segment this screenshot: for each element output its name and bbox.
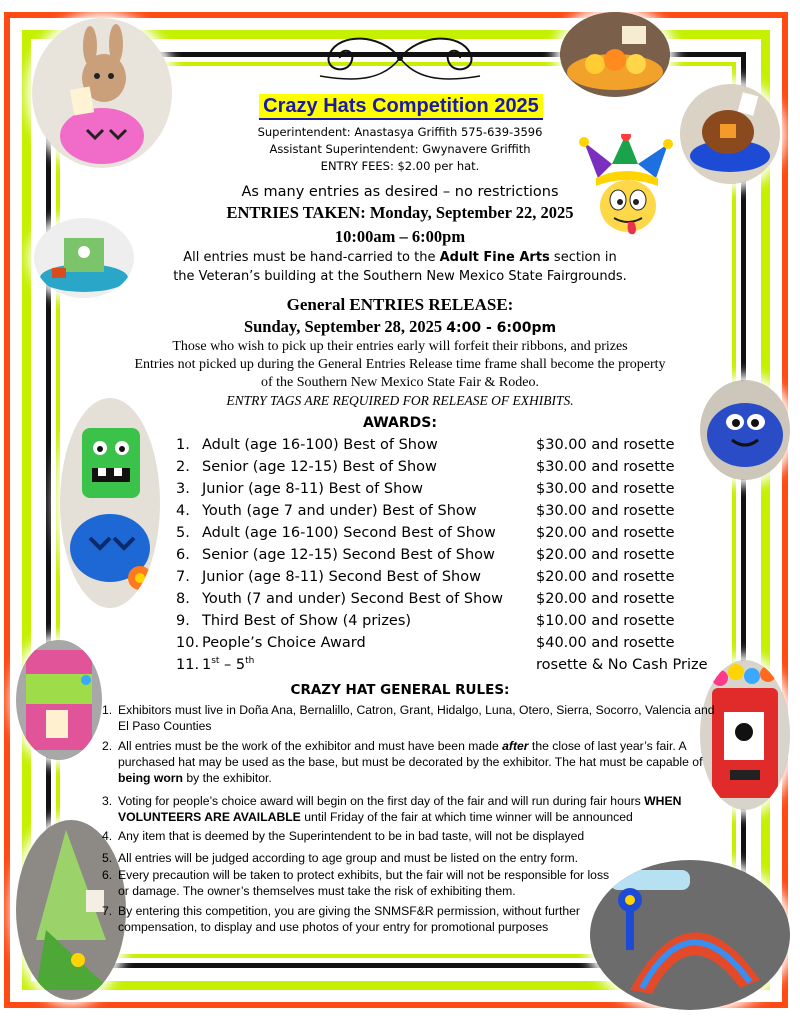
award-prize: $30.00 and rosette	[536, 481, 675, 497]
rule-text: Any item that is deemed by the Superintendent to be in bad taste, will not be displayed	[118, 829, 585, 843]
rule-item	[102, 850, 722, 866]
release-line-3: of the Southern New Mexico State Fair & Rodeo.	[260, 375, 539, 390]
hand-carried-line	[120, 248, 680, 268]
rule-num: 5.	[102, 851, 113, 865]
rule-text: Exhibitors must live in Doña Ana, Bernalillo, Catron, Grant, Hidalgo, Luna, Otero, Sierra, Socorro, Valencia and El Paso Counties	[118, 703, 715, 733]
location-line: the Veteran’s building at the Southern New Mexico State Fairgrounds.	[173, 269, 627, 284]
award-prize: $30.00 and rosette	[536, 459, 675, 475]
award-label: Youth (age 7 and under) Best of Show	[202, 503, 477, 519]
rule-num: 4.	[102, 829, 113, 843]
award-num: 10.	[176, 635, 200, 651]
release-line-2: Entries not picked up during the General Entries Release time frame shall become the property	[134, 357, 666, 372]
superintendent-line: Superintendent: Anastasya Griffith 575-639-3596	[257, 125, 543, 139]
award11-dash: – 5	[219, 657, 246, 673]
rule3-a: Voting for people’s choice award will begin on the first day of the fair and will run during fair hours	[118, 794, 645, 808]
title-block	[240, 94, 562, 120]
award-row	[176, 632, 716, 654]
award-label: Third Best of Show (4 prizes)	[202, 613, 412, 629]
entries-taken-line: ENTRIES TAKEN: Monday, September 22, 2025	[226, 203, 574, 222]
rule-text: By entering this competition, you are giving the SNMSF&R permission, without further compensation, to display and use photos of your entry for promotional purposes	[118, 904, 580, 934]
rule-text	[102, 793, 722, 825]
page-title: Crazy Hats Competition 2025	[259, 94, 543, 120]
rule2-a: All entries must be the work of the exhibitor and must have been made	[118, 739, 503, 753]
entries-many-line: As many entries as desired – no restrictions	[241, 184, 559, 200]
award-prize: $20.00 and rosette	[536, 569, 675, 585]
award-num: 2.	[176, 459, 190, 475]
rule-item	[102, 867, 622, 899]
rule-item	[102, 828, 722, 844]
award-num: 3.	[176, 481, 190, 497]
release-line-1: Those who wish to pick up their entries early will forfeit their ribbons, and prizes	[172, 339, 628, 354]
award-label	[202, 657, 254, 673]
rule2-c: the close of last year’s fair. A purchased hat may be used as the base, but must be decorated by the exhibitor. The hat must be capable of	[118, 739, 703, 769]
award11-a-sup: st	[211, 656, 220, 667]
rule-item	[102, 738, 722, 786]
award-num: 7.	[176, 569, 190, 585]
award-num: 1.	[176, 437, 190, 453]
award-num: 5.	[176, 525, 190, 541]
award-row	[176, 478, 716, 500]
awards-title: AWARDS:	[363, 415, 437, 431]
award11-b-sup: th	[245, 656, 255, 667]
rule3-c: until Friday of the fair at which time winner will be announced	[300, 810, 633, 824]
hand-carried-bold: Adult Fine Arts	[439, 250, 550, 265]
award-row	[176, 456, 716, 478]
award-row	[176, 654, 716, 676]
rule-text	[102, 738, 722, 786]
rule3-b: WHEN VOLUNTEERS ARE AVAILABLE	[118, 794, 682, 824]
award-num: 4.	[176, 503, 190, 519]
award-num: 11.	[176, 657, 200, 673]
rule-num: 2.	[102, 739, 113, 753]
award-prize: $20.00 and rosette	[536, 547, 675, 563]
rules-title: CRAZY HAT GENERAL RULES:	[290, 682, 510, 698]
release-date-line	[150, 316, 650, 339]
rule2-e: by the exhibitor.	[183, 771, 272, 785]
rule2-d: being worn	[118, 771, 183, 785]
release-date: Sunday, September 28, 2025	[243, 317, 447, 336]
award-prize: $30.00 and rosette	[536, 503, 675, 519]
rule-text: Every precaution will be taken to protect exhibits, but the fair will not be responsible for loss or damage. The owner’s themselves must take the risk of exhibiting them.	[118, 868, 610, 898]
award-prize: $40.00 and rosette	[536, 635, 675, 651]
rule-item	[102, 903, 602, 935]
hand-carried-suffix: section in	[549, 250, 617, 265]
award-row	[176, 588, 716, 610]
award-row	[176, 434, 716, 456]
release-heading: General ENTRIES RELEASE:	[286, 295, 514, 314]
award11-a: 1	[202, 657, 212, 673]
release-line-4: ENTRY TAGS ARE REQUIRED FOR RELEASE OF EXHIBITS.	[226, 393, 574, 408]
award-num: 6.	[176, 547, 190, 563]
entries-time-line: 10:00am – 6:00pm	[334, 227, 466, 246]
rule-num: 1.	[102, 703, 113, 717]
award-prize: $20.00 and rosette	[536, 525, 675, 541]
award-row	[176, 566, 716, 588]
award-prize: $20.00 and rosette	[536, 591, 675, 607]
award-row	[176, 544, 716, 566]
rule-item	[102, 702, 722, 734]
rule-num: 3.	[102, 794, 113, 808]
rule-num: 6.	[102, 868, 113, 882]
award-num: 9.	[176, 613, 190, 629]
award-prize: $30.00 and rosette	[536, 437, 675, 453]
release-time: 4:00 - 6:00pm	[446, 320, 557, 336]
award-label: People’s Choice Award	[202, 635, 366, 651]
award-row	[176, 522, 716, 544]
award-prize: rosette & No Cash Prize	[536, 657, 708, 673]
award-label: Senior (age 12-15) Best of Show	[202, 459, 437, 475]
rule2-b: after	[502, 739, 529, 753]
hand-carried-prefix: All entries must be hand-carried to the	[183, 250, 440, 265]
award-label: Junior (age 8-11) Best of Show	[202, 481, 424, 497]
award-label: Adult (age 16-100) Second Best of Show	[202, 525, 496, 541]
award-row	[176, 610, 716, 632]
assistant-line: Assistant Superintendent: Gwynavere Griffith	[269, 142, 531, 156]
rule-num: 7.	[102, 904, 113, 918]
award-label: Senior (age 12-15) Second Best of Show	[202, 547, 495, 563]
entry-fees-line: ENTRY FEES: $2.00 per hat.	[320, 159, 480, 173]
rule-item	[102, 793, 722, 825]
award-prize: $10.00 and rosette	[536, 613, 675, 629]
award-row	[176, 500, 716, 522]
award-label: Adult (age 16-100) Best of Show	[202, 437, 438, 453]
award-label: Junior (age 8-11) Second Best of Show	[202, 569, 481, 585]
award-label: Youth (7 and under) Second Best of Show	[202, 591, 503, 607]
award-num: 8.	[176, 591, 190, 607]
rule-text: All entries will be judged according to age group and must be listed on the entry form.	[118, 851, 579, 865]
